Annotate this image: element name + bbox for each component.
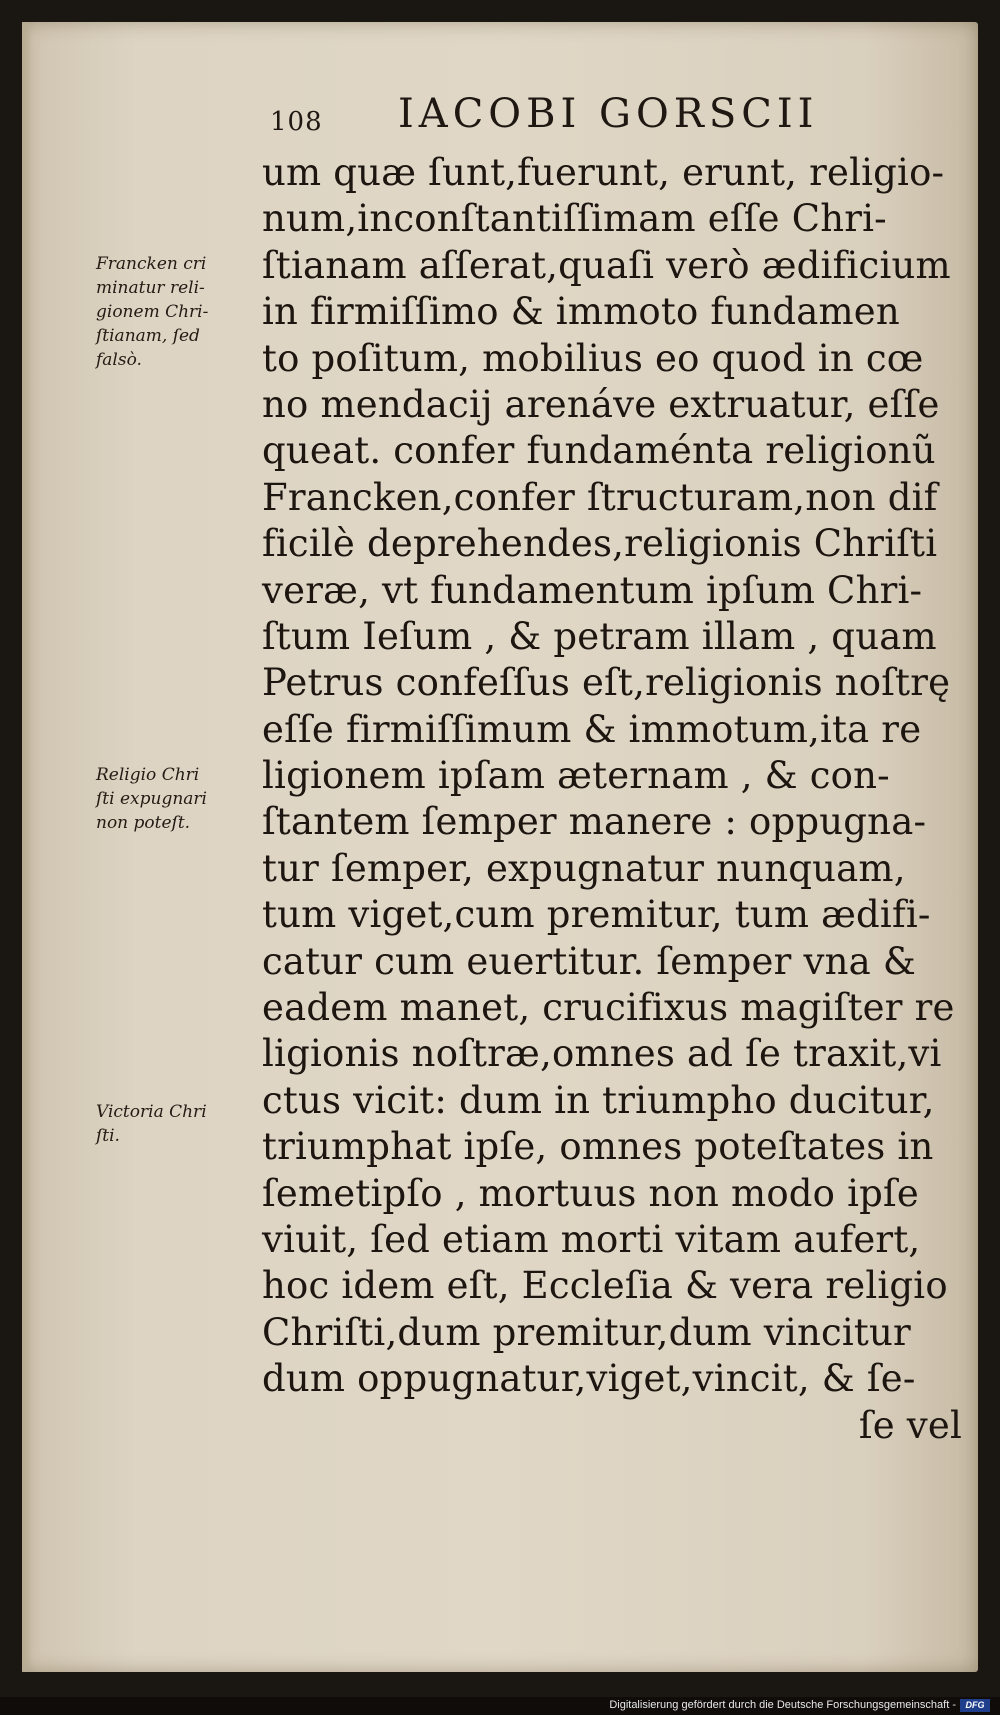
text-line: ligionis noſtræ,omnes ad ſe traxit,vi [262, 1032, 942, 1076]
dfg-logo: DFG [960, 1699, 990, 1712]
text-line: in firmiſſimo & immoto fundamen [262, 290, 900, 334]
text-line: ligionem ipſam æternam , & con- [262, 754, 890, 798]
page-number: 108 [270, 107, 323, 137]
running-title: IACOBI GORSCII [398, 91, 819, 137]
text-line: ſtum Ieſum , & petram illam , quam [262, 614, 937, 658]
main-text-block [262, 150, 962, 1449]
text-line: Chriſti,dum premitur,dum vincitur [262, 1310, 911, 1354]
marginal-note-francken [96, 252, 261, 372]
margin-line: Francken cri [96, 254, 207, 274]
margin-line: falsò. [96, 350, 142, 370]
text-line: ſemetipſo , mortuus non modo ipſe [262, 1171, 920, 1215]
margin-line: minatur reli- [96, 278, 205, 298]
text-line: eſſe firmiſſimum & immotum,ita re [262, 707, 922, 751]
page-edge-shadow [22, 22, 32, 1672]
margin-line: ſti. [96, 1126, 120, 1146]
text-line: num,inconſtantiſſimam eſſe Chri- [262, 197, 887, 241]
text-line: ctus vicit: dum in triumpho ducitur, [262, 1078, 935, 1122]
text-line: to poſitum, mobilius eo quod in cœ [262, 336, 924, 380]
text-line: Francken,confer ſtructuram,non dif [262, 475, 938, 519]
text-line: no mendacij arenáve extruatur, eſſe [262, 382, 940, 426]
text-line: catur cum euertitur. ſemper vna & [262, 939, 916, 983]
text-line: tum viget,cum premitur, tum ædifi- [262, 893, 931, 937]
catchword: ſe vel [858, 1403, 962, 1447]
margin-line: Religio Chri [96, 765, 200, 785]
text-line: eadem manet, crucifixus magiſter re [262, 986, 955, 1030]
text-line: veræ, vt fundamentum ipſum Chri- [262, 568, 923, 612]
text-line: ficilè deprehendes,religionis Chriſti [262, 522, 938, 566]
margin-line: gionem Chri- [96, 302, 209, 322]
margin-line: ſti expugnari [96, 789, 207, 809]
text-line: hoc idem eſt, Eccleſia & vera religio [262, 1264, 948, 1308]
text-line: queat. confer fundaménta religionũ [262, 429, 936, 473]
text-line: dum oppugnatur,viget,vincit, & ſe- [262, 1357, 916, 1401]
text-line: viuit, ſed etiam morti vitam aufert, [262, 1217, 921, 1261]
running-head [240, 85, 840, 145]
margin-line: non poteſt. [96, 813, 191, 833]
margin-line: ſtianam, ſed [96, 326, 200, 346]
marginal-note-religio [96, 763, 261, 835]
marginal-note-victoria [96, 1100, 261, 1148]
text-line: Petrus confeſſus eſt,religionis noſtrę [262, 661, 951, 705]
text-line: triumphat ipſe, omnes poteſtates in [262, 1125, 934, 1169]
margin-line: Victoria Chri [96, 1102, 207, 1122]
text-line: ſtianam aſſerat,quaſi verò ædificium [262, 243, 951, 287]
text-line: tur ſemper, expugnatur nunquam, [262, 846, 906, 890]
text-line: ſtantem ſemper manere : oppugna- [262, 800, 927, 844]
text-line: um quæ ſunt,fuerunt, erunt, religio- [262, 151, 945, 194]
funding-credit: Digitalisierung gefördert durch die Deutsche Forschungsgemeinschaft - [609, 1699, 956, 1711]
